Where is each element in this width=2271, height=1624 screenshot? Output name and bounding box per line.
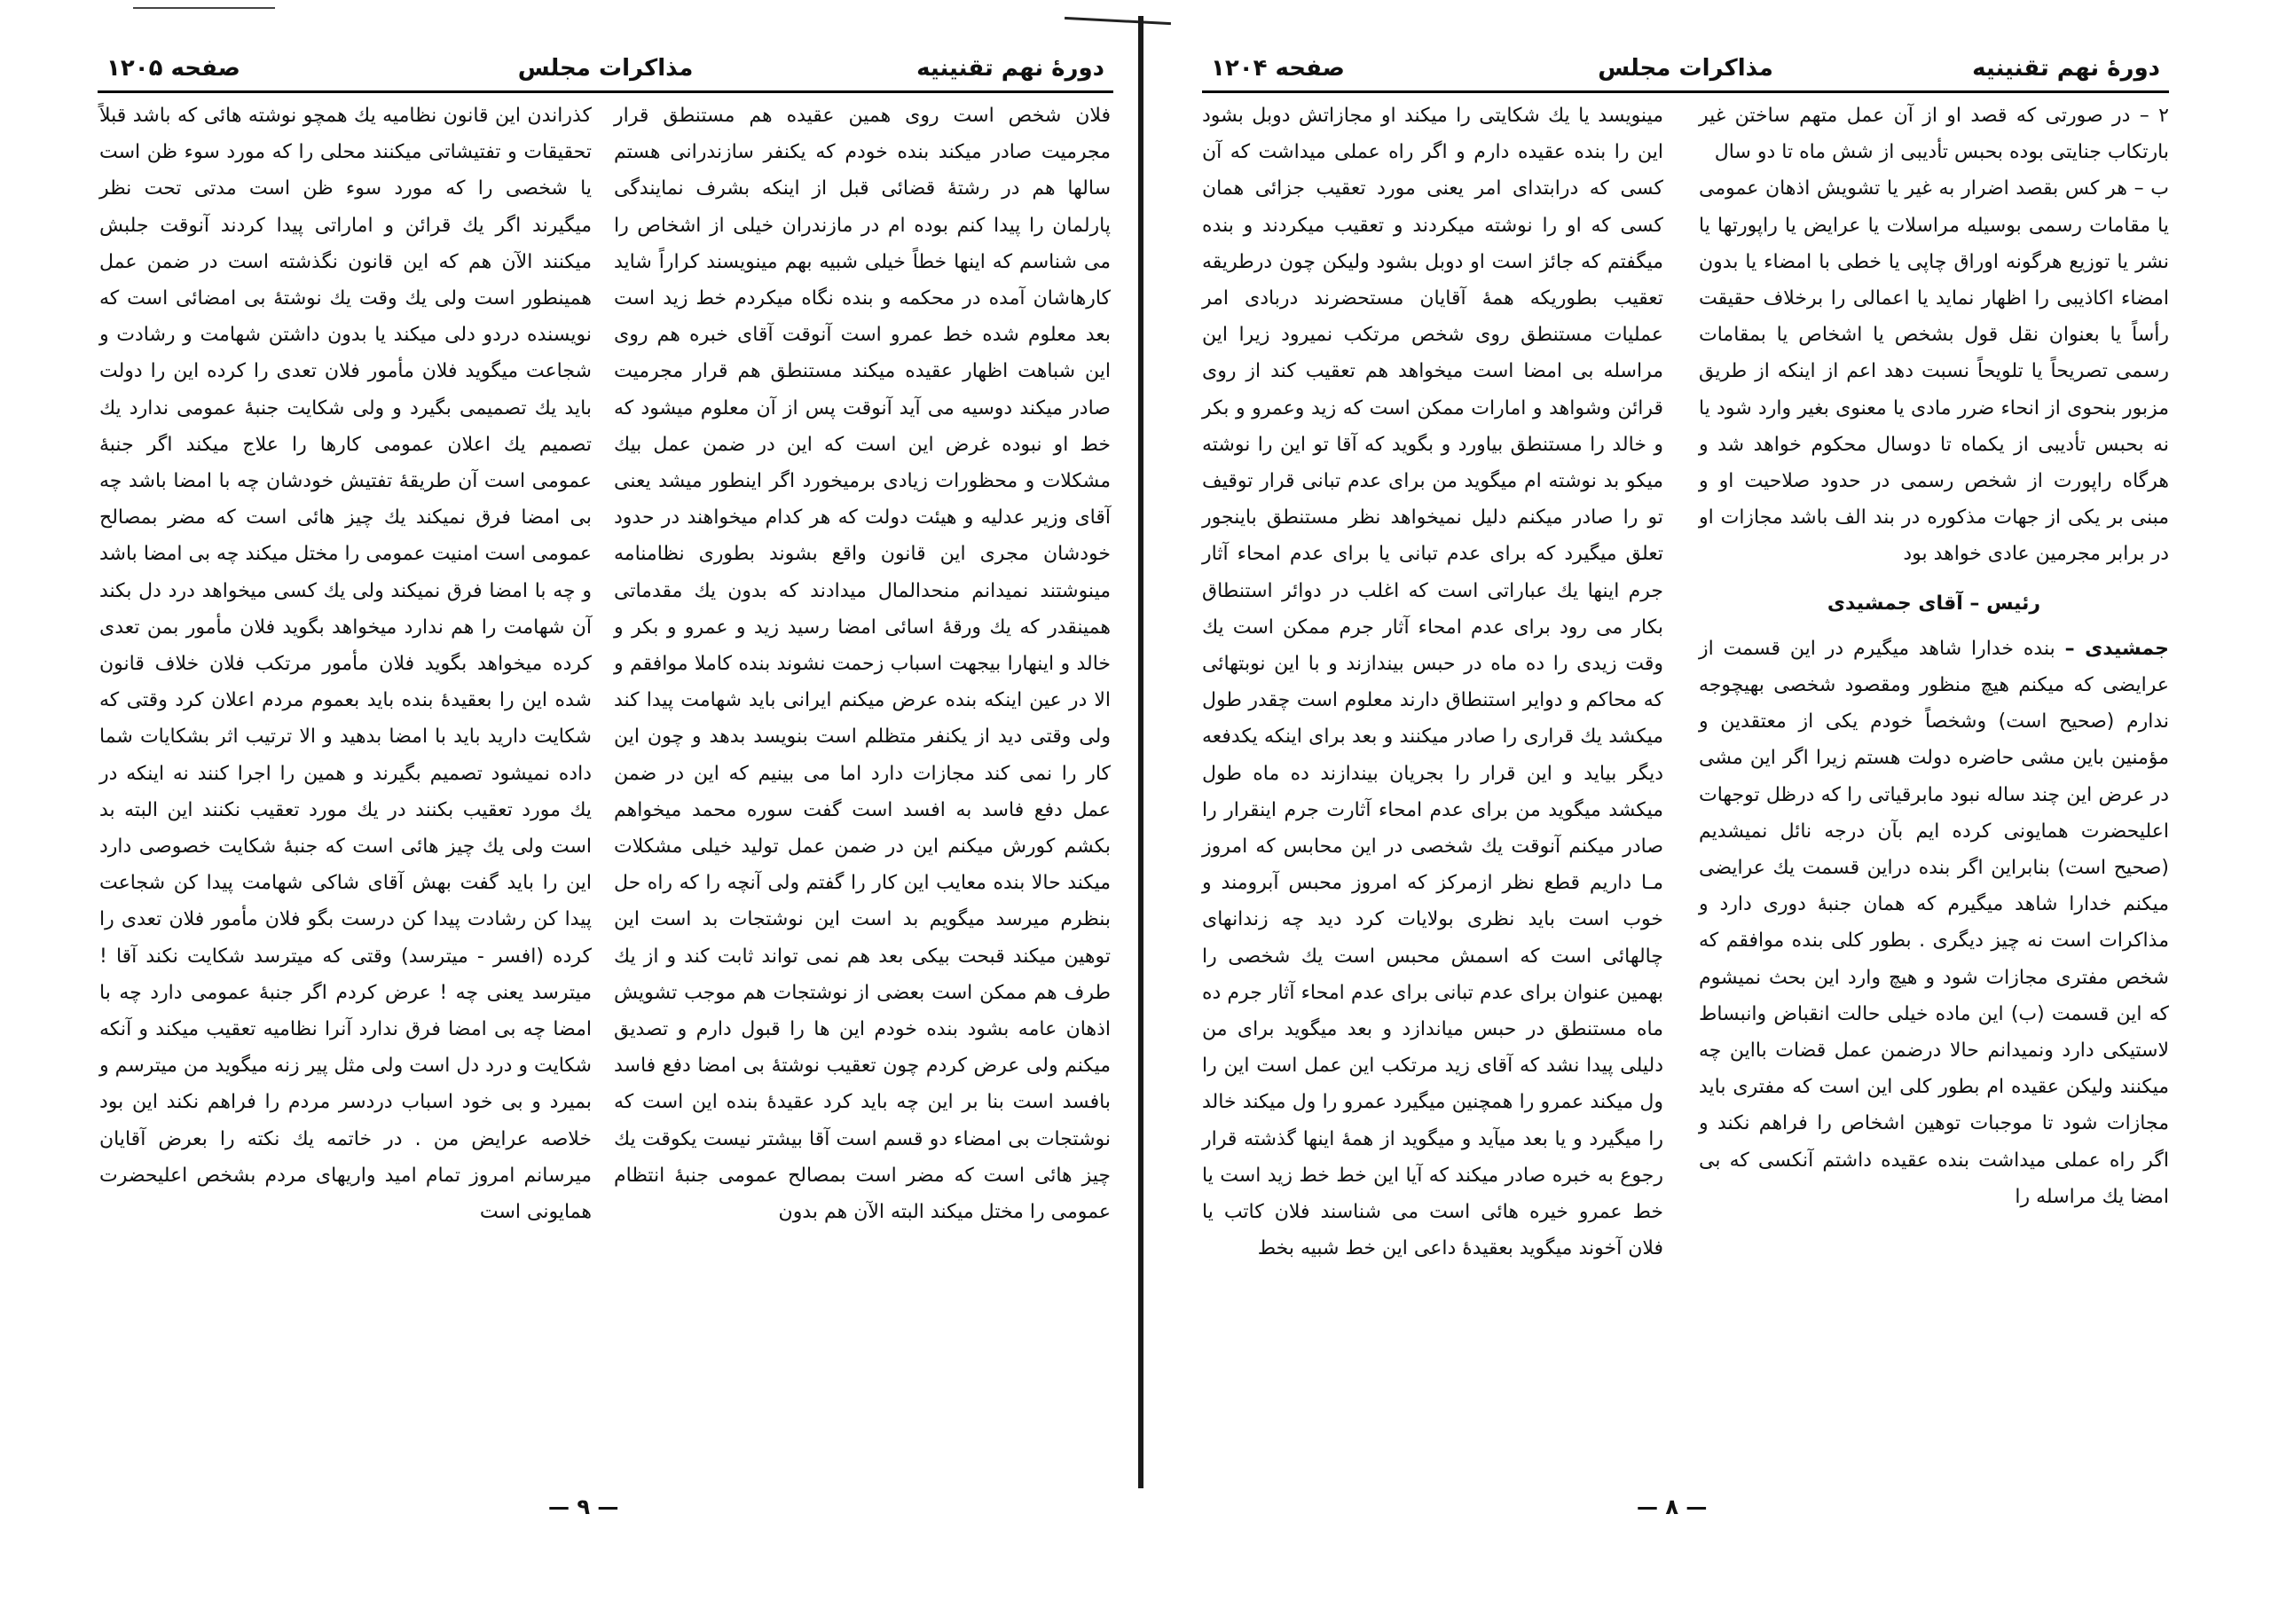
text-column-right [1699, 98, 2169, 1215]
speaker-heading: رئیس – آقای جمشیدی [1827, 592, 2041, 615]
running-title: مذاکرات مجلس [1598, 55, 1773, 82]
session-label: دورهٔ نهم تقنینیه [1972, 55, 2160, 82]
right-page [1144, 0, 2271, 1624]
paragraph: مینویسد یا یك شکایتی را میکند او مجازاتش دوبل بشود این را بنده عقیده دارم و اگر راه عملی میداشت که آن کسی که درابتدای امر یعنی مورد تعقیب جزائی همان کسی که او را نوشته میکردند و تعقیب میکردند و بنده میگفتم که جائز است او دوبل بشود ولیکن چون درطریقه تعقیب بطوریکه همهٔ آقایان مستحضرند دربادی امر عملیات مستنطق روی شخص مرتکب نمیرود زیرا این مراسله بی امضا است میخواهد هم تعقیب کند از روی قرائن وشواهد و امارات ممکن است که زید وعمرو و بکر و خالد را مستنطق بیاورد و بگوید که آقا تو این را نوشته میکو بد نوشته ام میگوید من برای عدم تبانی قرار توقیف تو را صادر میکنم دلیل نمیخواهد نظر مستنطق باینجور تعلق میگیرد که برای عدم تبانی یا برای عدم امحاء آثار جرم اینها یك عباراتی است که اغلب در دوائر استنطاق بکار می رود برای عدم امحاء آثار جرم ممکن است یك وقت زیدی را ده ماه در حبس بیندازند و با این نوبتهائی که محاکم و دوایر استنطاق دارند معلوم است چقدر طول میکشد یك قراری را صادر میکنند و بعد برای اینکه یکدفعه دیگر بیاید و این قرار را بجریان بیندازند ده ماه طول میکشد میگوید من برای عدم امحاء آثارت جرم اینقرار را صادر میکنم آنوقت یك شخصی در این محابس که امروز مـا داریم قطع نظر ازمرکز که امروز محبس آبرومند و خوب است باید نظری بولایات کرد دید چه زندانهای چالهائی است که اسمش محبس است یك شخصی را بهمین عنوان برای عدم تبانی برای عدم امحاء آثار جرم ده ماه مستنطق در حبس میاندازد و بعد میگوید برای من دلیلی پیدا نشد که آقای زید مرتکب این عمل است این را ول میکند عمرو را همچنین میگیرد عمرو را ول میکند خالد را میگیرد و یا بعد میآید و میگوید از همهٔ اینها گذشته قرار رجوع به خبره صادر میکند که آیا این خط خط زید است یا خط عمرو خیره هائی است می شناسند فلان کاتب یا فلان آخوند میگوید بعقیدهٔ داعی این خط شبیه بخط [1202, 105, 1663, 1260]
page-number: صفحه ۱۲۰۵ [106, 55, 240, 82]
paragraph: کذراندن این قانون نظامیه یك همچو نوشته هائی که باشد قبلاً تحقیقات و تفتیشاتی میکنند محلی را که مورد سوء ظن است یا شخصی را که مورد سوء ظن است مدتی تحت نظر میگیرند اگر یك قرائن و اماراتی پیدا کردند آنوقت جلبش میکنند الآن هم که این قانون نگذشته است در ضمن عمل همینطور است ولی یك وقت یك نوشتهٔ بی امضائی است که نویسنده دردو دلی میکند یا بدون داشتن شهامت و رشادت و شجاعت میگوید فلان مأمور فلان تعدی را کرده این را دولت باید یك تصمیمی بگیرد و ولی شکایت جنبهٔ عمومی ندارد یك تصمیم یك اعلان عمومی کارها را علاج میکند اگر جنبهٔ عمومی است آن طریقهٔ تفتیش خودشان چه با امضا باشد چه بی امضا فرق نمیکند یك چیز هائی است که مضر بمصالح عمومی است امنیت عمومی را مختل میکند چه بی امضا باشد و چه با امضا فرق نمیکند ولی یك کسی میخواهد درد دل بکند آن شهامت را هم ندارد میخواهد بگوید فلان مأمور بمن تعدی کرده میخواهد بگوید فلان مأمور مرتکب فلان خلاف قانون شده این را بعقیدهٔ بنده باید بعموم مردم اعلان کرد وقتی که شکایت دارید باید با امضا بدهید و الا ترتیب اثر بشکایات شما داده نمیشود تصمیم بگیرند و همین را اجرا کنند نه اینکه در یك مورد تعقیب بکنند در یك مورد تعقیب نکنند این البته بد است ولی یك چیز هائی است که جنبهٔ شکایت خصوصی دارد این را باید گفت بهش آقای شاکی شهامت پیدا کن شجاعت پیدا کن رشادت پیدا کن درست بگو فلان مأمور فلان تعدی را کرده (افسر - میترسد) وقتی که میترسد شکایت نکند آقا ! میترسد یعنی چه ! عرض کردم اگر جنبهٔ عمومی دارد چه با امضا چه بی امضا فرق ندارد آنرا نظامیه تعقیب میکند و آنکه شکایت و درد دل است ولی مثل پیر زنه میگوید من میترسم و بمیرد و بی خود اسباب دردسر مردم را فراهم نکند این بود خلاصه عرایض من . در خاتمه یك نکته را بعرض آقایان میرسانم امروز تمام امید واریهای مردم بشخص اعلیحضرت همایونی است [99, 105, 592, 1224]
page-header [98, 50, 1113, 93]
page-header [1202, 50, 2169, 93]
folio-number: — ۹ — [548, 1495, 619, 1519]
text-column-left [1202, 98, 1663, 1267]
running-title: مذاکرات مجلس [517, 55, 694, 82]
text-column-left [99, 98, 592, 1230]
speaker-name: جمشیدی – [2064, 637, 2169, 660]
law-clause: ب – هر کس بقصد اضرار به غیر یا تشویش اذهان عمومی یا مقامات رسمی بوسیله مراسلات یا عرایض یا راپورتها یا نشر یا توزیع هرگونه اوراق چاپی یا خطی با امضاء یا بدون امضاء اکاذیبی را اظهار نماید یا اعمالی را برخلاف حقیقت رأساً یا بعنوان نقل قول بشخص یا اشخاص یا بمقامات رسمی تصریحاً یا تلویحاً نسبت دهد اعم از اینکه از طریق مزبور بنحوی از انحاء ضرر مادی یا معنوی بغیر وارد شود یا نه بحبس تأدیبی از یکماه تا دوسال محکوم خواهد شد و هرگاه راپورت از شخص رسمی در حدود صلاحیت او و مبنی بر یکی از جهات مذکوره در بند الف باشد مجازات او در برابر مجرمین عادی خواهد بود [1699, 177, 2169, 566]
paragraph: فلان شخص است روی همین عقیده هم مستنطق قرار مجرمیت صادر میکند بنده خودم که یکنفر سازندرانی هستم سالها هم در رشتهٔ قضائی قبل از اینکه بشرف نمایندگی پارلمان را پیدا کنم بوده ام در مازندران خیلی از اشخاص را می شناسم که اینها خطاً خیلی شبیه بهم مینویسند کراراً شاید کارهاشان آمده در محکمه و بنده نگاه میکردم خط زید است بعد معلوم شده خط عمرو است آنوقت آقای خبره هم روی این شباهت اظهار عقیده میکند مستنطق هم قرار مجرمیت صادر میکند دوسیه می آید آنوقت پس از آن معلوم میشود که خط او نبوده غرض این است که این در ضمن عمل بیك مشکلات و محظورات زیادی برمیخورد اگر اینطور میشد یعنی آقای وزیر عدلیه و هیئت دولت که هر کدام میخواهند در حدود خودشان مجری این قانون واقع بشوند بطوری نظامنامه مینوشتند نمیدانم منحدالمال میدادند که بدون یك مقدماتی همینقدر که یك ورقهٔ اسائی امضا رسید زید و عمرو و بکر و خالد و اینهارا بیجهت اسباب زحمت نشوند بنده کاملا موافقم و الا در عین اینکه بنده عرض میکنم ایرانی باید شهامت پیدا کند ولی وقتی دید از یکنفر متظلم است بنویسد بدهد و چون این کار را نمی کند مجازات دارد اما می بینیم که این در ضمن عمل دفع فاسد به افسد است گفت سوره محمد میخواهم بکشم کورش میکنم این در ضمن عمل تولید خیلی مشکلات میکند حالا بنده معایب این کار را گفتم ولی آنچه را که راه حل بنظرم میرسد میگویم بد است این نوشتجات بد است این توهین میکند قبحت بیکی بعد هم نمی تواند ثابت کند و از یك طرف هم ممکن است بعضی از نوشتجات هم موجب تشویش اذهان عامه بشود بنده خودم این ها را قبول دارم و تصدیق میکنم ولی عرض کردم چون تعقیب نوشتهٔ بی امضا دفع فاسد بافسد است بنا بر این چه باید کرد عقیدهٔ بنده این است که نوشتجات بی امضاء دو قسم است آقا بیشتر نیست یکوقت یك چیز هائی است که مضر است بمصالح عمومی جنبهٔ انتظام عمومی را مختل میکند البته الآن هم بدون [614, 105, 1111, 1224]
speech-paragraph [1699, 631, 2169, 1215]
law-clause: ۲ – در صورتی که قصد او از آن عمل متهم ساختن غیر بارتکاب جنایتی بوده بحبس تأدیبی از شش ماه تا دو سال [1699, 105, 2169, 164]
page-number: صفحه ۱۲۰۴ [1211, 55, 1345, 82]
speech-text: بنده خدارا شاهد میگیرم در این قسمت از عرایضی که میکنم هیچ منظور ومقصود شخصی بهیچوجه ندارم (صحیح است) وشخصاً خودم یکی از معتقدین و مؤمنین باین مشی حاضره دولت هستم زیرا اگر این مشی در عرض این چند ساله نبود مابرقیاتی را که درظل توجهات اعلیحضرت همایونی کرده ایم بآن درجه نائل نمیشدیم (صحیح است) بنابراین اگر بنده دراین قسمت یك عرایضی میکنم خدارا شاهد میگیرم که همان جنبهٔ دوری دارد و مذاکرات است نه چیز دیگری . بطور کلی بنده موافقم که شخص مفتری مجازات شود و هیچ وارد این بحث نمیشوم که این قسمت (ب) این ماده خیلی حالت انقباض وانبساط لاستیکی دارد ونمیدانم حالا درضمن عمل قضات بااین چه میکنند ولیکن عقیده ام بطور کلی این است که مفتری باید مجازات شود تا موجبات توهین اشخاص را فراهم نکند و اگر راه عملی میداشت بنده عقیده داشتم آنکسی که بی امضا یك مراسله را [1699, 637, 2169, 1208]
folio-number: — ۸ — [1637, 1495, 1708, 1519]
text-column-right [614, 98, 1111, 1230]
session-label: دورهٔ نهم تقنینیه [916, 55, 1104, 82]
